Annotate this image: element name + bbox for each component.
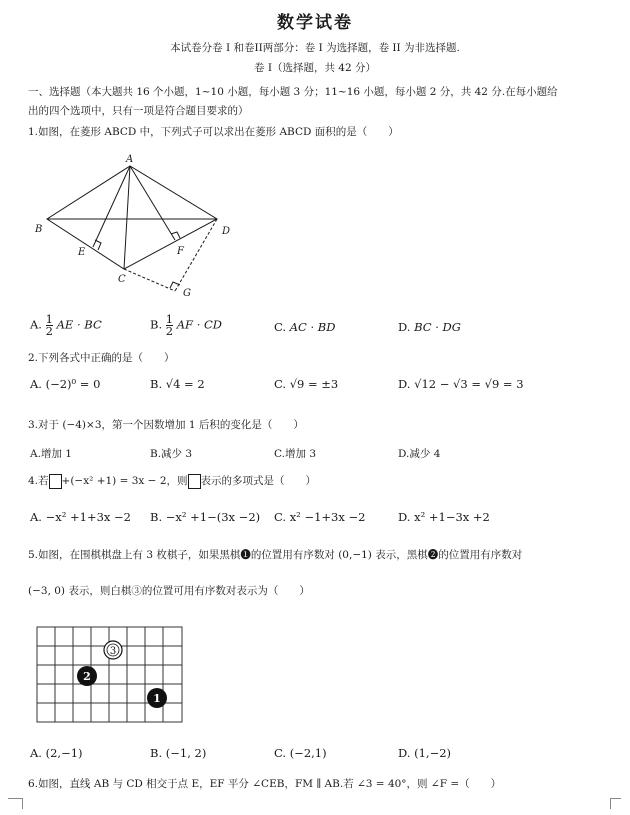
q2-option-d[interactable]: D. √12 − √3 = √9 = 3	[398, 377, 524, 391]
svg-text:2: 2	[83, 670, 91, 683]
black-stone-2-icon: ❷	[427, 549, 439, 561]
q1-option-b[interactable]: B. $\frac{1}{2}$ AF · CD	[150, 312, 223, 338]
q4-option-a[interactable]: A. −x² +1+3x −2	[30, 510, 132, 524]
page-corner-mark-right	[610, 798, 621, 809]
q4-option-b[interactable]: B. −x² +1−(3x −2)	[150, 510, 261, 524]
white-stone-3	[104, 641, 122, 659]
q2-option-a[interactable]: A. (−2)⁰ = 0	[30, 377, 101, 391]
q5-option-b[interactable]: B. (−1, 2)	[150, 746, 207, 760]
black-stone-1-icon: ❶	[240, 549, 251, 561]
q4-stem: 4.若 +(−x² +1) = 3x − 2，则 表示的多项式是（ ）	[28, 475, 316, 487]
blank-box	[49, 474, 62, 489]
svg-text:1: 1	[153, 692, 161, 705]
q4-option-d[interactable]: D. x² +1−3x +2	[398, 510, 490, 524]
q3-option-a[interactable]: A.增加 1	[30, 448, 72, 460]
q3-option-c[interactable]: C.增加 3	[274, 448, 317, 460]
section-instructions-line1: 一、选择题（本大题共 16 个小题，1~10 小题，每小题 3 分；11~16 小题，每小题 2 分，共 42 分.在每小题给	[28, 86, 558, 98]
q4-option-c[interactable]: C. x² −1+3x −2	[274, 510, 366, 524]
label-c: C	[118, 274, 126, 285]
label-d: D	[222, 226, 231, 237]
label-g: G	[183, 288, 191, 299]
black-stone-2	[77, 666, 97, 686]
q5-option-a[interactable]: A. (2,−1)	[30, 746, 83, 760]
svg-text:3: 3	[109, 646, 117, 657]
q6-stem: 6.如图，直线 AB 与 CD 相交于点 E，EF 平分 ∠CEB，FM ∥ AB.若 ∠3 = 40°，则 ∠F =（ ）	[28, 778, 502, 790]
label-a: A	[126, 154, 134, 165]
section-instructions-line2: 出的四个选项中，只有一项是符合题目要求的）	[28, 105, 249, 117]
page-title: 数学试卷	[277, 13, 353, 33]
q5-stem-line2: (−3, 0) 表示，则白棋③的位置可用有序数对表示为（ ）	[28, 585, 310, 597]
q2-stem: 2.下列各式中正确的是（ ）	[28, 352, 175, 364]
label-b: B	[35, 224, 43, 235]
q1-option-a[interactable]: A. $\frac{1}{2}$ AE · BC	[30, 312, 102, 338]
part-heading: 卷 I（选择题，共 42 分）	[253, 62, 377, 74]
page-corner-mark-left	[8, 798, 23, 809]
rhombus-figure	[25, 152, 255, 302]
label-e: E	[78, 247, 86, 258]
segment-af	[130, 166, 175, 240]
q5-stem-line1: 5.如图，在围棋棋盘上有 3 枚棋子，如果黑棋❶的位置用有序数对 (0,−1) 表示，黑棋❷的位置用有序数对	[28, 549, 523, 561]
q2-option-b[interactable]: B. √4 = 2	[150, 377, 205, 391]
q1-option-c[interactable]: C. AC · BD	[274, 320, 336, 334]
label-f: F	[177, 246, 184, 257]
blank-box	[188, 474, 201, 489]
go-board-figure	[34, 624, 186, 726]
q1-stem: 1.如图，在菱形 ABCD 中，下列式子可以求出在菱形 ABCD 面积的是（ ）	[28, 126, 399, 138]
q3-stem: 3.对于 (−4)×3，第一个因数增加 1 后积的变化是（ ）	[28, 419, 304, 431]
diagonal-ac	[124, 166, 130, 269]
q5-option-c[interactable]: C. (−2,1)	[274, 746, 327, 760]
q5-option-d[interactable]: D. (1,−2)	[398, 746, 452, 760]
q3-option-d[interactable]: D.减少 4	[398, 448, 441, 460]
rhombus-outline	[47, 166, 217, 269]
q1-option-d[interactable]: D. BC · DG	[398, 320, 461, 334]
dashed-cg	[124, 269, 175, 291]
q2-option-c[interactable]: C. √9 = ±3	[274, 377, 339, 391]
q3-option-b[interactable]: B.减少 3	[150, 448, 193, 460]
exam-intro: 本试卷分卷 I 和卷II两部分：卷 I 为选择题，卷 II 为非选择题.	[170, 42, 460, 54]
black-stone-1	[147, 688, 167, 708]
